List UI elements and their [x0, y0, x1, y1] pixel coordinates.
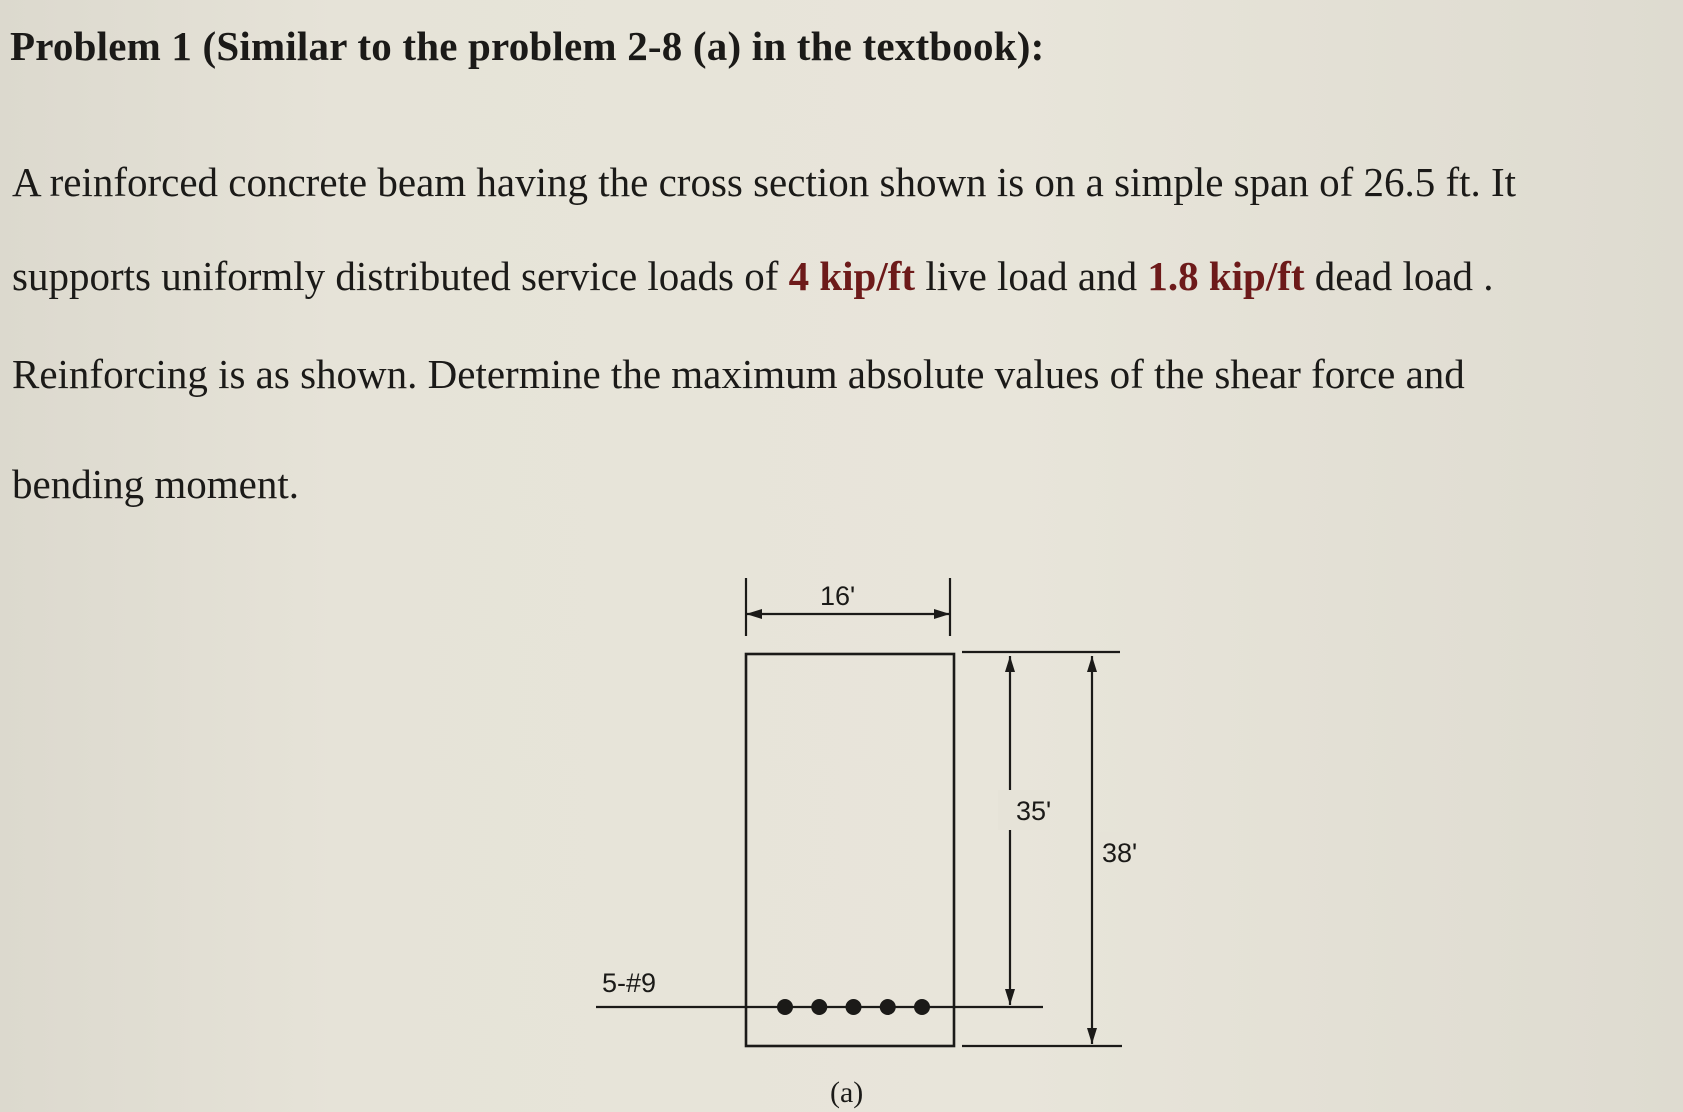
line-2-middle: live load and — [915, 253, 1148, 299]
rebar-label: 5-#9 — [602, 968, 657, 998]
problem-text-line-1: A reinforced concrete beam having the cross section shown is on a simple span of 26.5 ft. It — [12, 159, 1517, 205]
beam-outline — [746, 654, 954, 1046]
rebar-bar — [880, 999, 896, 1015]
rebar-bar — [914, 999, 930, 1015]
rebar-bar — [777, 999, 793, 1015]
rebar-bar — [811, 999, 827, 1015]
width-arrow-left — [746, 609, 762, 619]
total-depth-arrow-bottom — [1087, 1028, 1097, 1044]
effective-depth-arrow-top — [1005, 656, 1015, 672]
line-2-end: dead load . — [1304, 253, 1494, 299]
problem-text-line-3: Reinforcing is as shown. Determine the maximum absolute values of the shear force and — [12, 351, 1465, 397]
total-depth-arrow-top — [1087, 656, 1097, 672]
problem-text-line-4: bending moment. — [12, 461, 299, 507]
live-load-value: 4 kip/ft — [788, 253, 916, 299]
problem-title: Problem 1 (Similar to the problem 2-8 (a) in the textbook): — [10, 23, 1045, 69]
effective-depth-arrow-bottom — [1005, 989, 1015, 1005]
dead-load-value: 1.8 kip/ft — [1147, 253, 1305, 299]
total-depth-label: 38' — [1102, 838, 1138, 868]
figure-caption: (a) — [830, 1076, 864, 1109]
effective-depth-label: 35' — [1016, 796, 1052, 826]
width-arrow-right — [934, 609, 950, 619]
line-2-start: supports uniformly distributed service loads of — [12, 253, 789, 299]
width-label: 16' — [820, 581, 856, 611]
rebar-bar — [846, 999, 862, 1015]
